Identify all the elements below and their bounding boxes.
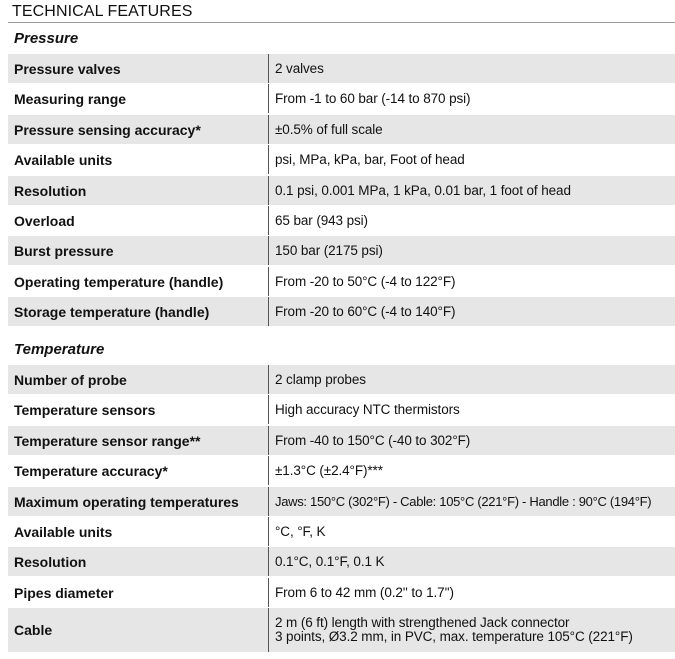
row-label: Available units: [14, 523, 113, 540]
row-value: From 6 to 42 mm (0.2'' to 1.7''): [268, 578, 675, 607]
row-label: Overload: [14, 212, 75, 229]
row-value: 2 valves: [268, 54, 675, 83]
table-row: [8, 115, 675, 145]
table-row: [8, 54, 675, 84]
row-value: 65 bar (943 psi): [268, 206, 675, 235]
table-row: [8, 456, 675, 486]
row-label: Maximum operating temperatures: [14, 493, 239, 510]
row-label: Operating temperature (handle): [14, 273, 224, 290]
section-heading-temperature: Temperature: [14, 341, 105, 358]
section-pressure: [8, 23, 675, 328]
table-row: [8, 426, 675, 456]
row-value: High accuracy NTC thermistors: [268, 395, 675, 424]
row-value: ±0.5% of full scale: [268, 115, 675, 144]
table-row: [8, 176, 675, 206]
row-value: From -40 to 150°C (-40 to 302°F): [268, 426, 675, 455]
row-value: 2 clamp probes: [268, 365, 675, 394]
table-row: [8, 267, 675, 297]
table-row: [8, 487, 675, 517]
row-label: Measuring range: [14, 91, 127, 108]
row-label: Burst pressure: [14, 243, 114, 260]
row-label: Temperature accuracy*: [14, 463, 168, 480]
row-value: From -20 to 60°C (-4 to 140°F): [268, 297, 675, 326]
row-label: Cable: [14, 622, 53, 639]
row-label: Temperature sensor range**: [14, 432, 201, 449]
table-row: [8, 365, 675, 395]
row-label: Storage temperature (handle): [14, 304, 210, 321]
row-value: psi, MPa, kPa, bar, Foot of head: [268, 145, 675, 174]
table-row: [8, 547, 675, 577]
section-temperature: [8, 334, 675, 654]
table-row: [8, 517, 675, 547]
row-value-line: 2 m (6 ft) length with strengthened Jack connector: [275, 615, 570, 631]
row-label: Pressure sensing accuracy*: [14, 121, 201, 138]
row-value: ±1.3°C (±2.4°F)***: [268, 456, 675, 485]
row-value: 0.1 psi, 0.001 MPa, 1 kPa, 0.01 bar, 1 foot of head: [268, 176, 675, 205]
table-row: [8, 145, 675, 175]
row-value: Jaws: 150°C (302°F) - Cable: 105°C (221°F) - Handle : 90°C (194°F): [268, 487, 675, 516]
row-value: From -1 to 60 bar (-14 to 870 psi): [268, 84, 675, 113]
row-value: [268, 608, 675, 652]
section-heading-pressure: Pressure: [14, 30, 79, 47]
document-title: TECHNICAL FEATURES: [12, 3, 193, 20]
row-label: Number of probe: [14, 372, 127, 388]
row-value: From -20 to 50°C (-4 to 122°F): [268, 267, 675, 296]
row-label: Pipes diameter: [14, 584, 114, 601]
table-row: [8, 608, 675, 653]
table-row: [8, 84, 675, 114]
row-label: Pressure valves: [14, 61, 121, 77]
table-row: [8, 395, 675, 425]
table-row: [8, 578, 675, 608]
row-label: Temperature sensors: [14, 402, 156, 419]
table-row: [8, 206, 675, 236]
row-label: Available units: [14, 152, 113, 169]
row-value-line: 3 points, Ø3.2 mm, in PVC, max. temperature 105°C (221°F): [275, 629, 633, 645]
row-label: Resolution: [14, 182, 87, 199]
row-value: 150 bar (2175 psi): [268, 236, 675, 265]
table-row: [8, 297, 675, 327]
table-row: [8, 236, 675, 266]
row-value: 0.1°C, 0.1°F, 0.1 K: [268, 547, 675, 576]
row-value: °C, °F, K: [268, 517, 675, 546]
row-label: Resolution: [14, 554, 87, 571]
